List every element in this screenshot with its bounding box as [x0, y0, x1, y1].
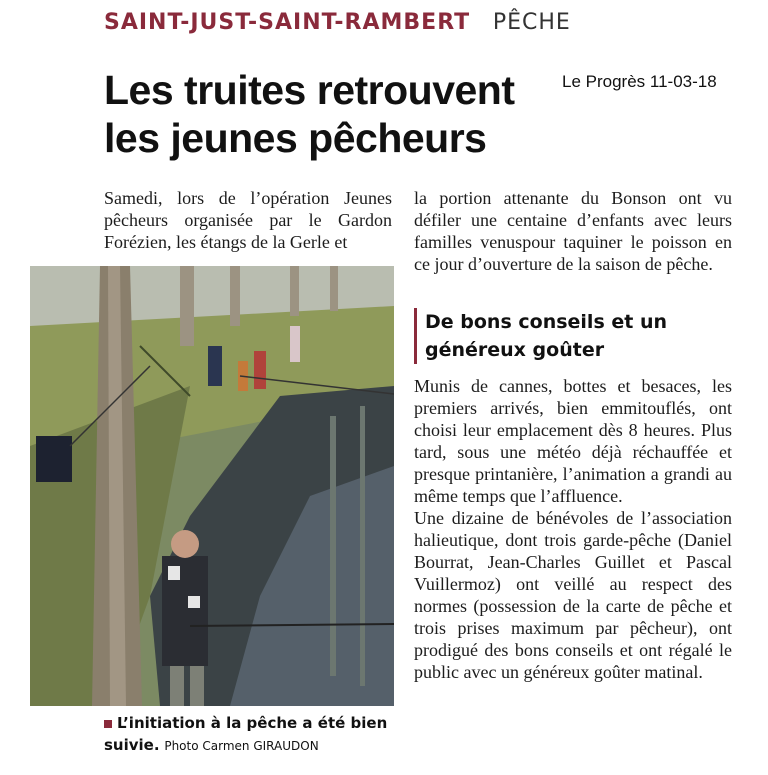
intro-paragraph-col1: Samedi, lors de l’opération Jeunes pêcheurs organisée par le Gardon Forézien, les étangs de la Gerle et	[104, 188, 392, 252]
fishing-scene-illustration	[30, 266, 394, 706]
caption-square-icon	[104, 720, 112, 728]
caption-text: L’initiation à la pêche a été bien suivie.	[104, 714, 388, 754]
body-paragraph-1: Munis de cannes, bottes et besaces, les premiers arrivés, bien emmitouflés, ont choisi leur emplacement dès 8 heures. Plus tard, sous une météo déjà réchauffée et presque printanière, l’animation a grandi au même temps que l’affluence.	[414, 376, 732, 506]
article-photo	[30, 266, 394, 706]
intro-paragraph-col2: la portion attenante du Bonson ont vu défiler une centaine d’enfants avec leurs familles venuspour taquiner le poisson en ce jour d’ouverture de la saison de pêche.	[414, 188, 732, 274]
article-body	[414, 375, 732, 683]
photo-credit: Photo Carmen GIRAUDON	[164, 739, 319, 753]
location-label: SAINT-JUST-SAINT-RAMBERT	[104, 10, 471, 35]
source-label: Le Progrès 11-03-18	[562, 72, 717, 91]
rubric-label: PÊCHE	[492, 10, 571, 35]
article-subhead: De bons conseils et un généreux goûter	[414, 308, 743, 364]
photo-caption	[104, 712, 404, 757]
article-title: Les truites retrouvent les jeunes pêcheurs	[104, 67, 515, 161]
body-paragraph-2: Une dizaine de bénévoles de l’association halieutique, dont trois garde-pêche (Daniel Bourrat, Jean-Charles Guillet et Pascal Vuillermoz) ont veillé au respect des normes (possession de la carte de pêche et trois prises maximum par pêcheur), ont prodigué des bons conseils et ont régalé le public avec un généreux goûter matinal.	[414, 508, 732, 682]
article-kicker	[104, 10, 571, 35]
